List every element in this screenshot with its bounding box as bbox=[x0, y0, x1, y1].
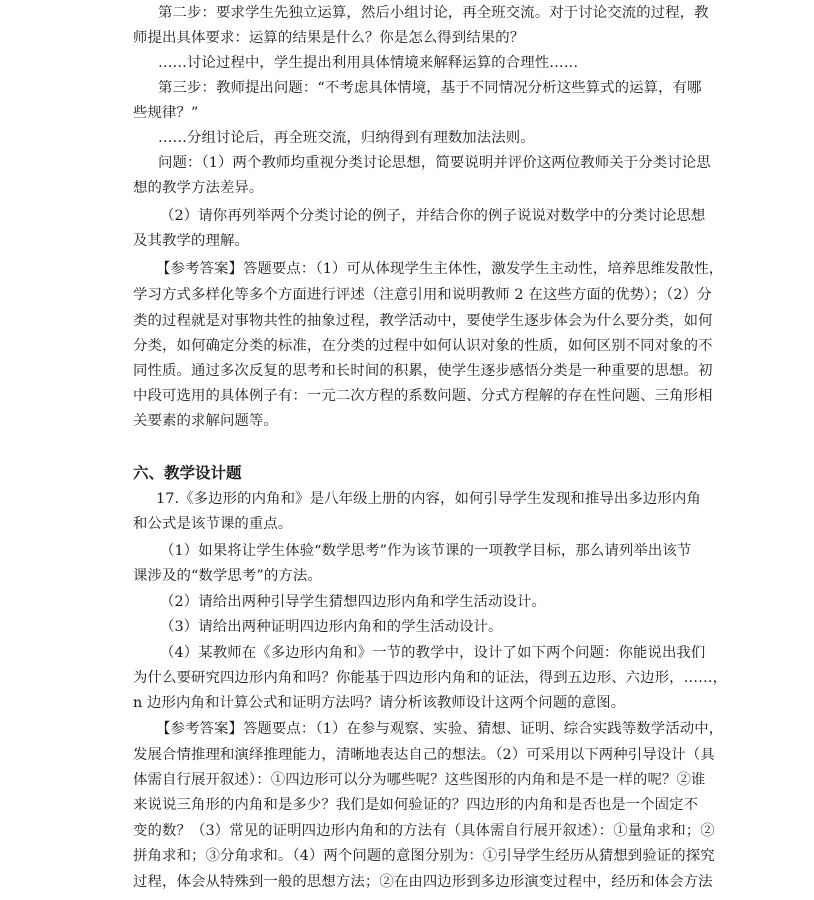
text-line: 分类，如何确定分类的标准，在分类的过程中如何认识对象的性质，如何区别不同对象的不 bbox=[133, 338, 713, 354]
text-line: （3）请给出两种证明四边形内角和的学生活动设计。 bbox=[160, 619, 503, 635]
text-line: 中段可选用的具体例子有：一元二次方程的系数问题、分式方程解的存在性问题、三角形相 bbox=[133, 388, 713, 404]
text-line: 过程，体会从特殊到一般的思想方法；②在由四边形到多边形演变过程中，经历和体会方法 bbox=[133, 874, 713, 890]
text-line: 及其教学的理解。 bbox=[133, 233, 249, 249]
text-line: 为什么要研究四边形内角和吗？你能基于四边形内角和的证法，得到五边形、六边形，……， bbox=[133, 670, 728, 686]
text-line: ……分组讨论后，再全班交流，归纳得到有理数加法法则。 bbox=[158, 130, 535, 146]
text-line: （4）某教师在《多边形内角和》一节的教学中，设计了如下两个问题：你能说出我们 bbox=[160, 645, 706, 661]
text-line: 来说说三角形的内角和是多少？我们是如何验证的？四边形的内角和是否也是一个固定不 bbox=[133, 797, 699, 813]
text-line: （2）请你再列举两个分类讨论的例子，并结合你的例子说说对数学中的分类讨论思想 bbox=[160, 208, 706, 224]
text-line: 发展合情推理和演绎推理能力，清晰地表达自己的想法。（2）可采用以下两种引导设计（具 bbox=[133, 747, 715, 763]
text-line: 师提出具体要求：运算的结果是什么？你是怎么得到结果的？ bbox=[133, 30, 525, 46]
text-line: 变的数？（3）常见的证明四边形内角和的方法有（具体需自行展开叙述）：①量角求和；② bbox=[133, 823, 715, 839]
text-line: 【参考答案】答题要点：（1）可从体现学生主体性，激发学生主动性，培养思维发散性， bbox=[156, 261, 724, 277]
text-line: 17.《多边形的内角和》是八年级上册的内容，如何引导学生发现和推导出多边形内角 bbox=[156, 491, 701, 507]
text-line: 第三步：教师提出问题：“不考虑具体情境，基于不同情况分析这些算式的运算，有哪 bbox=[158, 80, 702, 96]
text-line: 第二步：要求学生先独立运算，然后小组讨论，再全班交流。对于讨论交流的过程，教 bbox=[158, 5, 709, 21]
text-line: 关要素的求解问题等。 bbox=[133, 413, 278, 429]
text-line: ……讨论过程中，学生提出利用具体情境来解释运算的合理性…… bbox=[158, 55, 579, 71]
text-line: （2）请给出两种引导学生猜想四边形内角和学生活动设计。 bbox=[160, 594, 547, 610]
text-line: 课涉及的“数学思考”的方法。 bbox=[133, 568, 322, 584]
text-line: （1）如果将让学生体验“数学思考”作为该节课的一项教学目标，那么请列举出该节 bbox=[160, 543, 692, 559]
text-line: 些规律？” bbox=[133, 105, 199, 121]
section-heading: 六、教学设计题 bbox=[133, 464, 242, 482]
text-line: 和公式是该节课的重点。 bbox=[133, 516, 293, 532]
text-line: 【参考答案】答题要点：（1）在参与观察、实验、猜想、证明、综合实践等数学活动中， bbox=[156, 721, 724, 737]
text-line: 类的过程就是对事物共性的抽象过程，教学活动中，要使学生逐步体会为什么要分类，如何 bbox=[133, 313, 713, 329]
text-line: 体需自行展开叙述）：①四边形可以分为哪些呢？这些图形的内角和是不是一样的呢？②谁 bbox=[133, 772, 706, 788]
text-line: n 边形内角和计算公式和证明方法吗？请分析该教师设计这两个问题的意图。 bbox=[133, 695, 626, 711]
text-line: 同性质。通过多次反复的思考和长时间的积累，使学生逐步感悟分类是一种重要的思想。初 bbox=[133, 363, 713, 379]
text-line: 学习方式多样化等多个方面进行评述（注意引用和说明教师 2 在这些方面的优势）；（2）分 bbox=[133, 287, 712, 303]
text-line: 问题：（1）两个教师均重视分类讨论思想，简要说明并评价这两位教师关于分类讨论思 bbox=[158, 155, 711, 171]
text-line: 想的教学方法差异。 bbox=[133, 180, 264, 196]
text-line: 拼角求和；③分角求和。（4）两个问题的意图分别为：①引导学生经历从猜想到验证的探究 bbox=[133, 848, 715, 864]
